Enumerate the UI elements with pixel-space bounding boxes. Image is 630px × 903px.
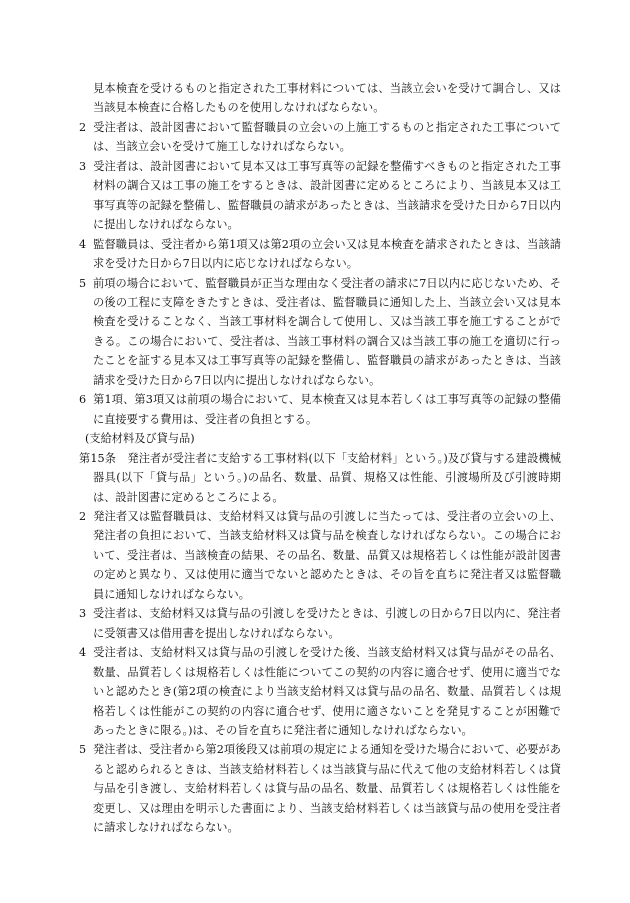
numbered-paragraph	[79, 274, 561, 391]
numbered-paragraph	[79, 740, 561, 837]
article-paragraph: 第15条 発注者が受注者に支給する工事材料(以下「支給材料」という。)及び貸与する建設機械器具(以下「貸与品」という。)の品名、数量、品質、規格又は性能、引渡場所及び引渡時期は、設計図書に定めるところによる。	[79, 451, 561, 504]
paragraph-number: 3	[79, 607, 87, 621]
paragraph-text: 第1項、第3項又は前項の場合において、見本検査又は見本若しくは工事写真等の記録の整備に直接要する費用は、受注者の負担とする。	[93, 393, 561, 426]
paragraph-number: 2	[79, 120, 87, 134]
paragraph-text: 受注者は、支給材料又は貸与品の引渡しを受けた後、当該支給材料又は貸与品がその品名、数量、品質若しくは規格若しくは性能についてこの契約の内容に適合せず、使用に適当でないと認めたとき(第2項の検査により当該支給材料又は貸与品の品名、数量、品質若しくは規格若しくは性能がこの契約の内容に適合せず、使用に適さないことを発見することが困難であったときに限る。)は、その旨を直ちに発注者に通知しなければならない。	[93, 646, 561, 737]
paragraph-number: 4	[79, 237, 87, 251]
paragraph-number: 6	[79, 393, 87, 407]
paragraph-text: 受注者は、支給材料又は貸与品の引渡しを受けたときは、引渡しの日から7日以内に、発注者に受領書又は借用書を提出しなければならない。	[93, 607, 561, 640]
numbered-paragraph	[79, 118, 561, 157]
paragraph-number: 5	[79, 743, 87, 757]
section-heading: (支給材料及び貸与品)	[85, 432, 195, 446]
paragraph-text: 監督職員は、受注者から第1項又は第2項の立会い又は見本検査を請求されたときは、当該請求を受けた日から7日以内に応じなければならない。	[93, 237, 561, 271]
numbered-paragraph	[79, 507, 561, 604]
numbered-paragraph	[79, 390, 561, 429]
paragraph-text: 発注者又は監督職員は、支給材料又は貸与品の引渡しに当たっては、受注者の立会いの上、発注者の負担において、当該支給材料又は貸与品を検査しなければならない。この場合において、受注者は、当該検査の結果、その品名、数量、品質又は規格若しくは性能が設計図書の定めと異なり、又は使用に適当でないと認めたときは、その旨を直ちに発注者又は監督職員に通知しなければならない。	[93, 509, 561, 601]
paragraph-text: 発注者は、受注者から第2項後段又は前項の規定による通知を受けた場合において、必要があると認められるときは、当該支給材料若しくは当該貸与品に代えて他の支給材料若しくは貸与品を引き渡し、支給材料若しくは貸与品の品名、数量、品質若しくは規格若しくは性能を変更し、又は理由を明示した書面により、当該支給材料若しくは当該貸与品の使用を受注者に請求しなければならない。	[93, 743, 561, 835]
numbered-paragraph	[79, 604, 561, 643]
paragraph-number: 2	[79, 509, 87, 523]
paragraph-number: 5	[79, 276, 87, 290]
paragraph-number: 3	[79, 159, 87, 173]
paragraph-continuation: 見本検査を受けるものと指定された工事材料については、当該立会いを受けて調合し、又は当該見本検査に合格したものを使用しなければならない。	[93, 82, 561, 115]
paragraph-number: 4	[79, 646, 87, 660]
paragraph-text: 前項の場合において、監督職員が正当な理由なく受注者の請求に7日以内に応じないため、その後の工程に支障をきたすときは、受注者は、監督職員に通知した上、当該立会い又は見本検査を受けることなく、当該工事材料を調合して使用し、又は当該工事を施工することができる。この場合において、受注者は、当該工事材料の調合又は当該工事の施工を適切に行ったことを証する見本又は工事写真等の記録を整備し、監督職員の請求があったときは、当該請求を受けた日から7日以内に提出しなければならない。	[93, 276, 561, 387]
document-body	[79, 79, 561, 838]
numbered-paragraph	[79, 643, 561, 740]
paragraph-text: 受注者は、設計図書において監督職員の立会いの上施工するものと指定された工事については、当該立会いを受けて施工しなければならない。	[93, 120, 561, 154]
numbered-paragraph	[79, 235, 561, 274]
paragraph-text: 受注者は、設計図書において見本又は工事写真等の記録を整備すべきものと指定された工事材料の調合又は工事の施工をするときは、設計図書に定めるところにより、当該見本又は工事写真等の記録を整備し、監督職員の請求があったときは、当該請求を受けた日から7日以内に提出しなければならない。	[93, 159, 561, 232]
numbered-paragraph	[79, 157, 561, 235]
